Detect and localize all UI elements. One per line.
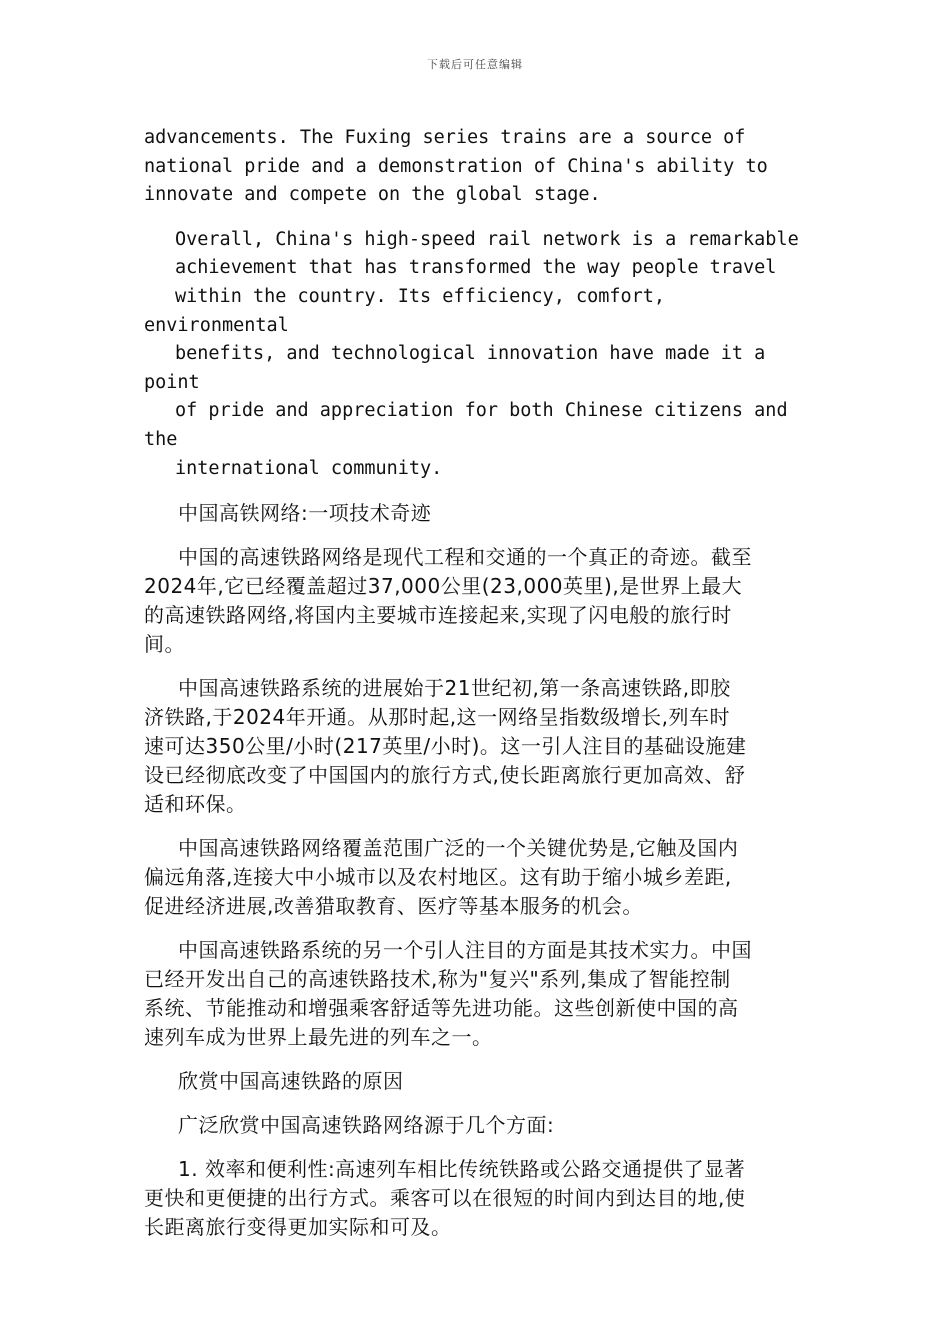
text-line: 偏远角落,连接大中小城市以及农村地区。这有助于缩小城乡差距, — [144, 865, 732, 890]
text-line: 系统、节能推动和增强乘客舒适等先进功能。这些创新使中国的高 — [144, 996, 739, 1021]
list-item-efficiency — [144, 1155, 812, 1242]
text-line: 长距离旅行变得更加实际和可及。 — [144, 1215, 452, 1240]
paragraph-network-overview — [144, 543, 812, 659]
text-line: 更快和更便捷的出行方式。乘客可以在很短的时间内到达目的地,使 — [144, 1186, 746, 1211]
text-line: of pride and appreciation for both Chinese citizens and the — [144, 400, 788, 450]
text-line: 广泛欣赏中国高速铁路网络源于几个方面: — [178, 1113, 555, 1138]
text-line: 已经开发出自己的高速铁路技术,称为"复兴"系列,集成了智能控制 — [144, 967, 731, 992]
text-line: 间。 — [144, 632, 185, 657]
text-line: achievement that has transformed the way people travel — [175, 257, 777, 279]
text-line: 中国高速铁路网络覆盖范围广泛的一个关键优势是,它触及国内 — [178, 836, 739, 861]
text-line: 速列车成为世界上最先进的列车之一。 — [144, 1025, 493, 1050]
text-line: within the country. Its efficiency, comfort, environmental — [144, 285, 666, 336]
paragraph-technology — [144, 936, 812, 1052]
text-line: 济铁路,于2024年开通。从那时起,这一网络呈指数级增长,列车时 — [144, 705, 730, 730]
paragraph-fuxing-pride — [144, 124, 812, 210]
text-line: 中国的高速铁路网络是现代工程和交通的一个真正的奇迹。截至 — [178, 545, 752, 570]
text-line: 的高速铁路网络,将国内主要城市连接起来,实现了闪电般的旅行时 — [144, 603, 732, 628]
paragraph-overall — [144, 226, 812, 483]
text-line: 速可达350公里/小时(217英里/小时)。这一引人注目的基础设施建 — [144, 734, 747, 759]
text-line: 中国高速铁路系统的进展始于21世纪初,第一条高速铁路,即胶 — [178, 676, 731, 701]
text-line: innovate and compete on the global stage. — [144, 184, 601, 206]
page-header: 下载后可任意编辑 — [427, 58, 523, 71]
text-line: advancements. The Fuxing series trains are a source of — [144, 127, 746, 148]
text-line: 促进经济进展,改善猎取教育、医疗等基本服务的机会。 — [144, 894, 643, 919]
text-line: 适和环保。 — [144, 792, 247, 817]
paragraph-reasons-intro — [144, 1111, 812, 1140]
text-line: Overall, China's high-speed rail network is a remarkable — [175, 228, 799, 250]
text-line: national pride and a demonstration of China's ability to — [144, 155, 768, 177]
paragraph-history — [144, 674, 812, 819]
section-heading-tech-marvel — [144, 499, 812, 528]
paragraph-coverage — [144, 834, 812, 921]
text-line: 2024年,它已经覆盖超过37,000公里(23,000英里),是世界上最大 — [144, 574, 743, 599]
text-line: 设已经彻底改变了中国国内的旅行方式,使长距离旅行更加高效、舒 — [144, 763, 746, 788]
document-body — [144, 124, 812, 1257]
text-line: 中国高铁网络:一项技术奇迹 — [178, 501, 432, 526]
text-line: international community. — [175, 457, 443, 479]
text-line: 中国高速铁路系统的另一个引人注目的方面是其技术实力。中国 — [178, 938, 752, 963]
text-line: 欣赏中国高速铁路的原因 — [178, 1069, 404, 1094]
text-line: 1. 效率和便利性:高速列车相比传统铁路或公路交通提供了显著 — [178, 1157, 746, 1182]
section-heading-reasons — [144, 1067, 812, 1096]
text-line: benefits, and technological innovation have made it a point — [144, 343, 766, 393]
